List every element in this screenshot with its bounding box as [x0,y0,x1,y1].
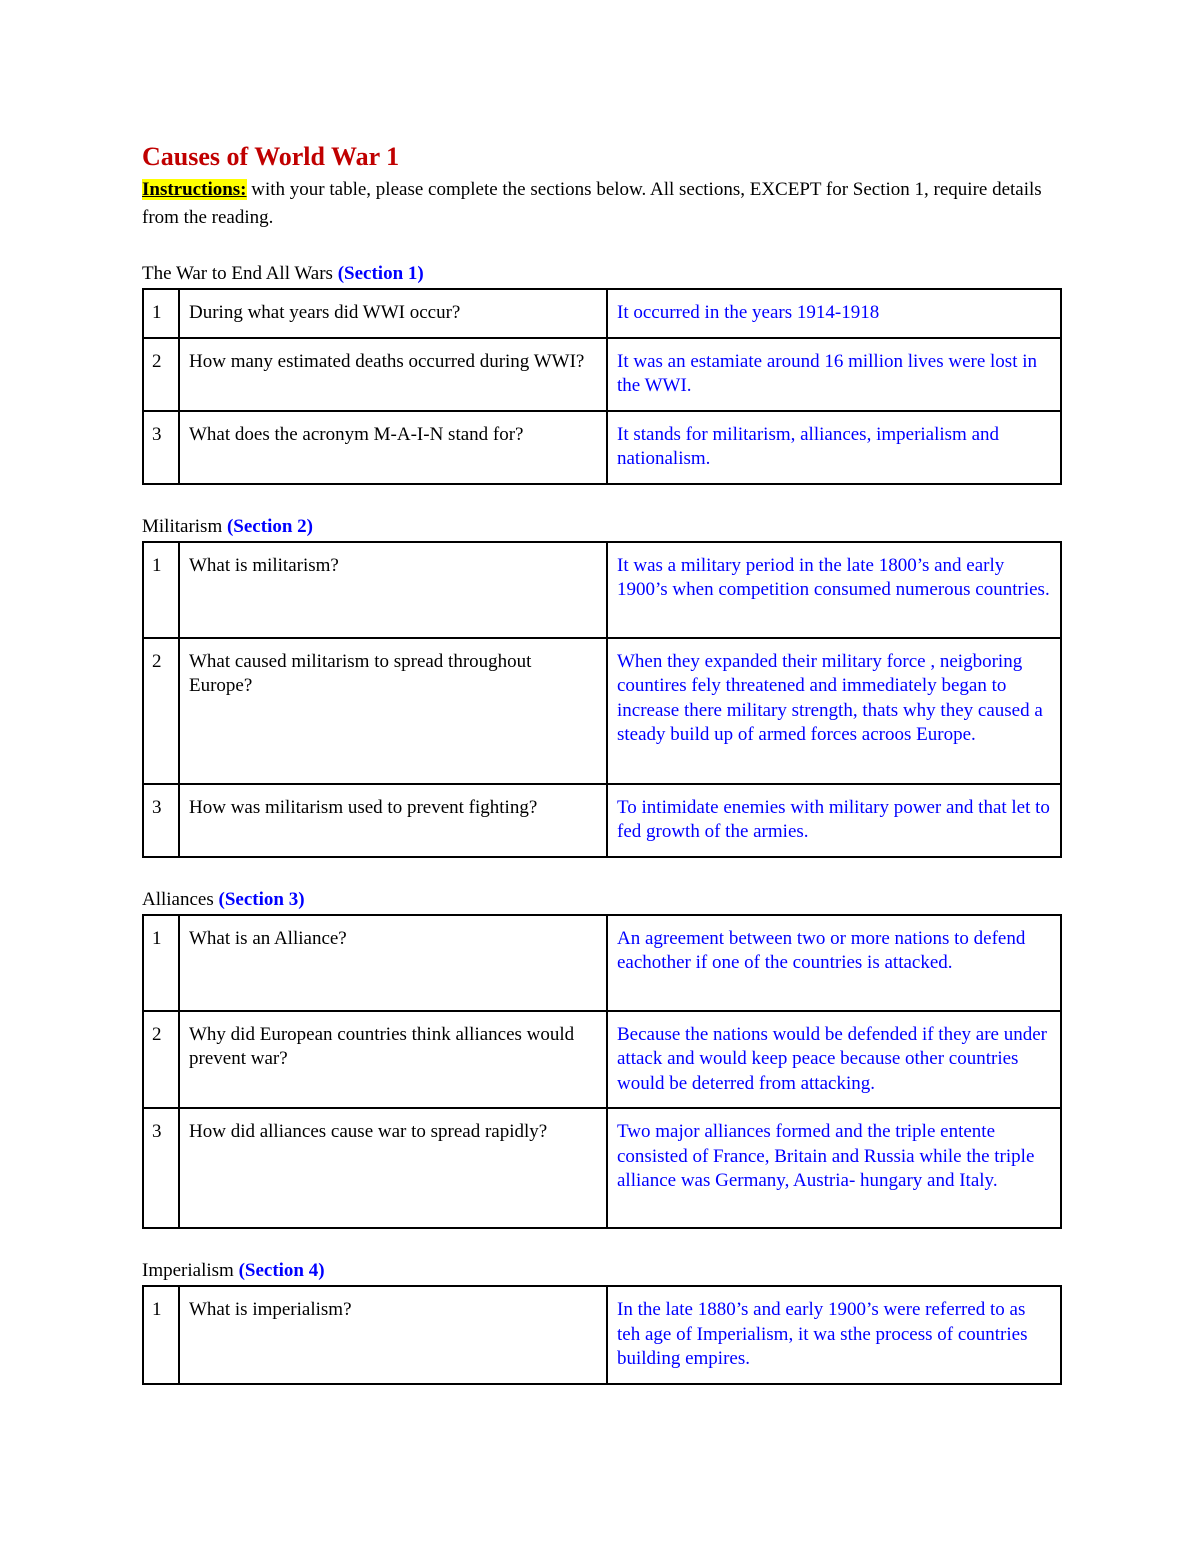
answer-cell[interactable]: When they expanded their military force , neigboring countires fely threatened and immediately began to increase there military strength, thats why they caused a steady build up of armed forces acroos Europe. [607,638,1061,784]
row-number: 3 [143,411,179,484]
question-cell: What is an Alliance? [179,915,607,1011]
answer-cell[interactable]: It stands for militarism, alliances, imperialism and nationalism. [607,411,1061,484]
document-page [142,140,1062,1385]
row-number: 1 [143,289,179,338]
section-heading [142,888,1062,912]
answer-cell[interactable]: It was a military period in the late 1800’s and early 1900’s when competition consumed numerous countries. [607,542,1061,638]
table-row [143,1011,1061,1109]
qa-table [142,1285,1062,1385]
table-row [143,542,1061,638]
question-cell: How was militarism used to prevent fighting? [179,784,607,857]
section-4 [142,1259,1062,1385]
section-title: Imperialism [142,1260,239,1281]
instructions-paragraph [142,176,1062,232]
section-tag: (Section 4) [238,1260,325,1281]
question-cell: Why did European countries think alliances would prevent war? [179,1011,607,1109]
page-title: Causes of World War 1 [142,142,400,171]
section-title: Alliances [142,888,219,910]
qa-table [142,541,1062,858]
question-cell: How did alliances cause war to spread rapidly? [179,1108,607,1228]
qa-table [142,914,1062,1230]
section-title: The War to End All Wars [142,263,338,284]
question-cell: What is militarism? [179,542,607,638]
instructions-label: Instructions: [142,179,247,200]
row-number: 2 [143,338,179,411]
section-tag: (Section 3) [218,888,305,910]
row-number: 3 [143,1108,179,1228]
table-row [143,411,1061,484]
answer-cell[interactable]: An agreement between two or more nations to defend eachother if one of the countries is attacked. [607,915,1061,1011]
row-number: 1 [143,1286,179,1384]
table-row [143,915,1061,1011]
answer-cell[interactable]: It was an estamiate around 16 million lives were lost in the WWI. [607,338,1061,411]
table-row [143,784,1061,857]
answer-cell[interactable]: Two major alliances formed and the triple entente consisted of France, Britain and Russia while the triple alliance was Germany, Austria- hungary and Italy. [607,1108,1061,1228]
question-cell: What does the acronym M-A-I-N stand for? [179,411,607,484]
answer-cell[interactable]: Because the nations would be defended if they are under attack and would keep peace because other countries would be deterred from attacking. [607,1011,1061,1109]
instructions-text: with your table, please complete the sections below. All sections, EXCEPT for Section 1, require details from the reading. [142,179,1042,228]
question-cell: During what years did WWI occur? [179,289,607,338]
answer-cell[interactable]: To intimidate enemies with military power and that let to fed growth of the armies. [607,784,1061,857]
section-heading [142,1259,1062,1283]
answer-cell[interactable]: In the late 1880’s and early 1900’s were referred to as teh age of Imperialism, it wa sthe process of countries building empires. [607,1286,1061,1384]
section-heading [142,262,1062,286]
table-row [143,638,1061,784]
section-title: Militarism [142,515,227,537]
section-heading [142,515,1062,539]
table-row [143,1108,1061,1228]
answer-cell[interactable]: It occurred in the years 1914-1918 [607,289,1061,338]
section-2 [142,515,1062,858]
question-cell: What caused militarism to spread throughout Europe? [179,638,607,784]
row-number: 1 [143,542,179,638]
row-number: 2 [143,638,179,784]
section-tag: (Section 1) [337,263,424,284]
table-row [143,289,1061,338]
section-1 [142,262,1062,485]
row-number: 2 [143,1011,179,1109]
row-number: 3 [143,784,179,857]
table-row [143,1286,1061,1384]
table-row [143,338,1061,411]
question-cell: How many estimated deaths occurred during WWI? [179,338,607,411]
row-number: 1 [143,915,179,1011]
section-tag: (Section 2) [226,515,313,537]
section-3 [142,888,1062,1230]
qa-table [142,288,1062,485]
question-cell: What is imperialism? [179,1286,607,1384]
